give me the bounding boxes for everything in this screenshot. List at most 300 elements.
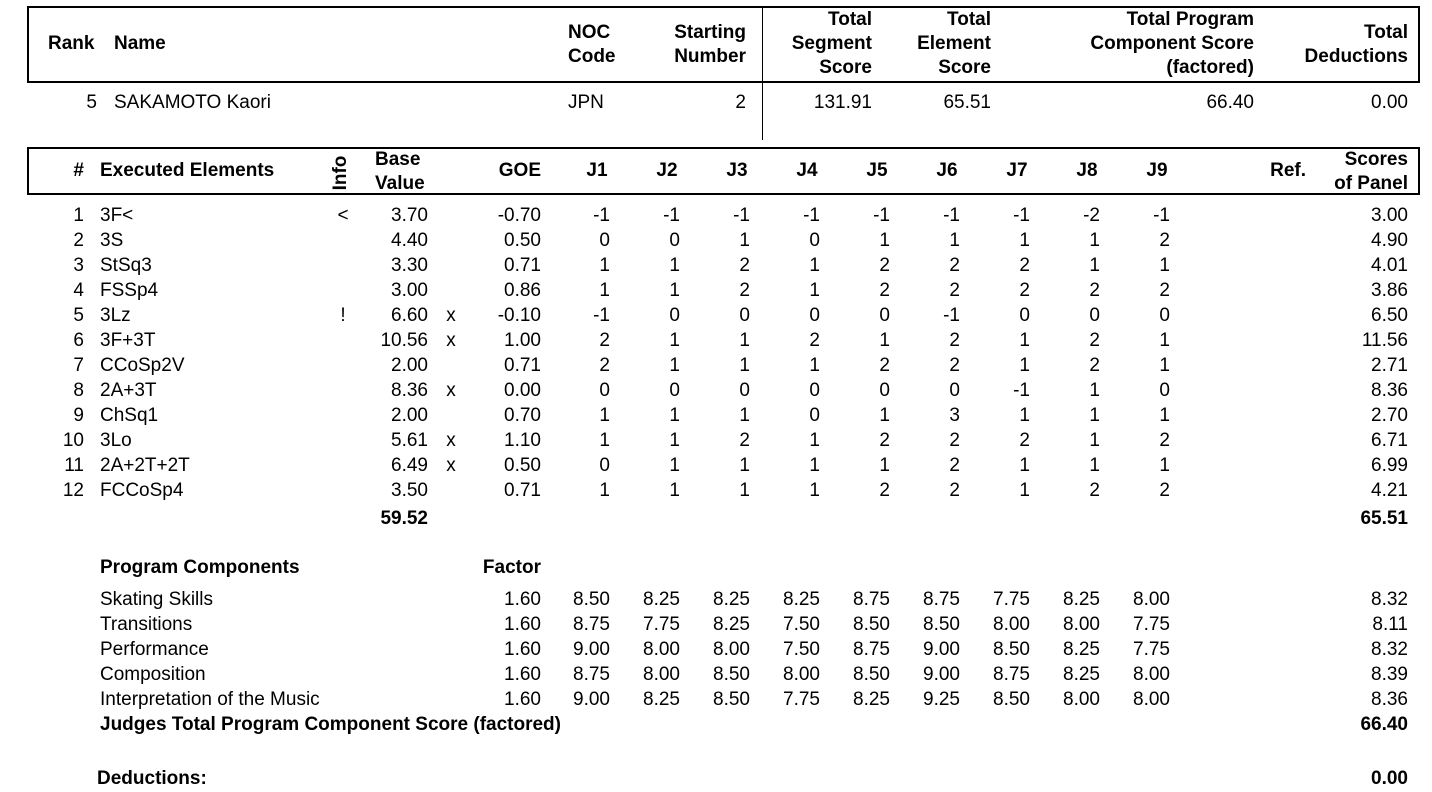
element-goe: 0.50: [504, 455, 541, 476]
component-judge-7: 8.75: [993, 664, 1030, 685]
element-judge-8: 1: [1089, 230, 1100, 251]
element-judge-4: 0: [809, 405, 820, 426]
pcs-header-line2: Component Score: [1090, 33, 1254, 54]
total-element-score-header: [890, 8, 991, 80]
component-judge-8: 8.00: [1063, 689, 1100, 710]
total-segment-score-header: [770, 8, 872, 80]
element-judge-1: 0: [599, 455, 610, 476]
element-judge-8: 1: [1089, 430, 1100, 451]
total-program-component-score-header: [1040, 8, 1254, 80]
judge-header-7: J7: [1006, 160, 1028, 181]
component-judge-2: 8.00: [643, 664, 680, 685]
component-judge-8: 8.25: [1063, 664, 1100, 685]
element-judge-9: 0: [1159, 380, 1170, 401]
element-judge-6: 2: [949, 455, 960, 476]
component-judge-3: 8.25: [713, 614, 750, 635]
element-panel-score: 2.70: [1371, 405, 1408, 426]
component-name: Skating Skills: [100, 589, 213, 610]
component-judge-4: 7.50: [783, 614, 820, 635]
element-judge-4: 1: [809, 480, 820, 501]
component-judge-6: 9.00: [923, 639, 960, 660]
component-judge-2: 8.25: [643, 589, 680, 610]
element-judge-6: -1: [943, 205, 960, 226]
element-base-value: 2.00: [391, 405, 428, 426]
element-name: FCCoSp4: [100, 480, 184, 501]
element-judge-9: 1: [1159, 455, 1170, 476]
element-judge-2: 1: [669, 355, 680, 376]
element-judge-8: 1: [1089, 380, 1100, 401]
element-number-header: #: [73, 160, 84, 181]
noc-header-line2: Code: [568, 46, 616, 67]
skater-total-deductions: 0.00: [1371, 92, 1408, 113]
element-judge-6: 2: [949, 330, 960, 351]
element-base-value: 4.40: [391, 230, 428, 251]
element-number: 10: [62, 430, 84, 451]
header-divider: [762, 6, 763, 140]
element-late-marker: x: [446, 330, 456, 351]
element-judge-5: 2: [879, 430, 890, 451]
element-goe: 0.70: [504, 405, 541, 426]
element-judge-1: 2: [599, 355, 610, 376]
component-judge-9: 8.00: [1133, 589, 1170, 610]
element-judge-7: 1: [1019, 480, 1030, 501]
element-judge-8: 0: [1089, 305, 1100, 326]
component-judge-6: 9.00: [923, 664, 960, 685]
element-base-value: 3.30: [391, 255, 428, 276]
element-judge-6: 2: [949, 280, 960, 301]
element-judge-1: -1: [593, 305, 610, 326]
element-judge-2: 1: [669, 330, 680, 351]
element-judge-1: 1: [599, 280, 610, 301]
element-name: ChSq1: [100, 405, 159, 426]
skater-noc: JPN: [568, 92, 604, 113]
element-judge-2: 1: [669, 255, 680, 276]
element-judge-7: 0: [1019, 305, 1030, 326]
element-base-value: 6.60: [391, 305, 428, 326]
element-judge-9: 2: [1159, 230, 1170, 251]
element-row: [0, 428, 1432, 453]
element-judge-5: 2: [879, 355, 890, 376]
components-total-value: 66.40: [1360, 714, 1408, 735]
element-judge-4: 0: [809, 305, 820, 326]
element-base-value: 3.50: [391, 480, 428, 501]
judge-header-9: J9: [1146, 160, 1168, 181]
component-judge-7: 8.00: [993, 614, 1030, 635]
component-factor: 1.60: [504, 614, 541, 635]
tes-header-line3: Score: [938, 57, 991, 78]
component-factor: 1.60: [504, 639, 541, 660]
starting-number-header-line1: Starting: [674, 22, 746, 43]
element-name: FSSp4: [100, 280, 159, 301]
component-judge-2: 7.75: [643, 614, 680, 635]
element-judge-5: 1: [879, 405, 890, 426]
base-value-header-line1: Base: [375, 149, 421, 170]
element-judge-9: 1: [1159, 330, 1170, 351]
component-judge-1: 8.75: [573, 614, 610, 635]
element-judge-3: 1: [739, 480, 750, 501]
element-panel-score: 4.90: [1371, 230, 1408, 251]
skater-starting-number: 2: [735, 92, 746, 113]
component-judge-5: 8.50: [853, 664, 890, 685]
component-judge-3: 8.50: [713, 689, 750, 710]
element-judge-6: 1: [949, 230, 960, 251]
component-name: Interpretation of the Music: [100, 689, 320, 710]
element-number: 6: [73, 330, 84, 351]
element-name: 2A+3T: [100, 380, 157, 401]
element-judge-8: 2: [1089, 355, 1100, 376]
skater-total-pcs: 66.40: [1206, 92, 1254, 113]
component-judge-9: 8.00: [1133, 664, 1170, 685]
ref-header: Ref.: [1270, 160, 1306, 181]
element-judge-8: -2: [1083, 205, 1100, 226]
element-goe: -0.10: [497, 305, 541, 326]
element-name: 3F+3T: [100, 330, 156, 351]
base-value-header-line2: Value: [375, 173, 425, 194]
deductions-value: 0.00: [1371, 768, 1408, 789]
component-judge-9: 7.75: [1133, 614, 1170, 635]
element-judge-6: 2: [949, 355, 960, 376]
element-judge-2: -1: [663, 205, 680, 226]
element-late-marker: x: [446, 430, 456, 451]
ded-header-line1: Total: [1364, 22, 1408, 43]
component-judge-3: 8.00: [713, 639, 750, 660]
element-judge-4: -1: [803, 205, 820, 226]
component-name: Composition: [100, 664, 206, 685]
element-judge-8: 1: [1089, 405, 1100, 426]
component-row: [0, 687, 1432, 712]
tes-header-line2: Element: [917, 33, 991, 54]
element-judge-1: 1: [599, 255, 610, 276]
element-goe: -0.70: [497, 205, 541, 226]
skater-total-element-score: 65.51: [943, 92, 991, 113]
element-base-value: 8.36: [391, 380, 428, 401]
element-judge-8: 2: [1089, 480, 1100, 501]
component-judge-7: 8.50: [993, 639, 1030, 660]
element-name: 3F<: [100, 205, 134, 226]
element-panel-score: 2.71: [1371, 355, 1408, 376]
element-judge-7: 1: [1019, 405, 1030, 426]
element-name: 3S: [100, 230, 124, 251]
component-factor: 1.60: [504, 689, 541, 710]
element-judge-9: 1: [1159, 355, 1170, 376]
component-judge-8: 8.00: [1063, 614, 1100, 635]
element-goe: 0.86: [504, 280, 541, 301]
component-judge-1: 9.00: [573, 639, 610, 660]
judge-header-4: J4: [796, 160, 818, 181]
component-judge-7: 8.50: [993, 689, 1030, 710]
component-judge-6: 8.75: [923, 589, 960, 610]
component-row: [0, 637, 1432, 662]
element-row: [0, 453, 1432, 478]
element-judge-8: 1: [1089, 455, 1100, 476]
element-name: CCoSp2V: [100, 355, 185, 376]
judge-header-6: J6: [936, 160, 958, 181]
element-panel-score: 6.71: [1371, 430, 1408, 451]
component-panel-score: 8.11: [1372, 614, 1408, 635]
judge-header-5: J5: [866, 160, 888, 181]
component-judge-3: 8.50: [713, 664, 750, 685]
element-number: 3: [73, 255, 84, 276]
element-judge-5: 1: [879, 230, 890, 251]
element-judge-1: -1: [593, 205, 610, 226]
element-panel-score: 8.36: [1371, 380, 1408, 401]
element-judge-7: 1: [1019, 355, 1030, 376]
component-judge-4: 7.50: [783, 639, 820, 660]
element-judge-9: 2: [1159, 280, 1170, 301]
component-factor: 1.60: [504, 664, 541, 685]
component-judge-9: 8.00: [1133, 689, 1170, 710]
element-base-value: 3.00: [391, 280, 428, 301]
element-judge-7: -1: [1013, 380, 1030, 401]
element-judge-1: 0: [599, 230, 610, 251]
element-judge-6: -1: [943, 305, 960, 326]
component-judge-4: 8.25: [783, 589, 820, 610]
element-base-value: 3.70: [391, 205, 428, 226]
element-judge-5: 2: [879, 480, 890, 501]
element-late-marker: x: [446, 305, 456, 326]
element-judge-5: -1: [873, 205, 890, 226]
element-judge-8: 2: [1089, 280, 1100, 301]
element-judge-7: 1: [1019, 330, 1030, 351]
component-judge-2: 8.00: [643, 639, 680, 660]
element-goe: 0.71: [504, 480, 541, 501]
element-judge-2: 1: [669, 455, 680, 476]
component-judge-8: 8.25: [1063, 589, 1100, 610]
element-judge-5: 1: [879, 330, 890, 351]
pcs-header-line3: (factored): [1166, 57, 1254, 78]
element-panel-score: 4.01: [1371, 255, 1408, 276]
element-judge-3: 1: [739, 405, 750, 426]
ded-header-line2: Deductions: [1304, 46, 1408, 67]
pcs-header-line1: Total Program: [1126, 9, 1254, 30]
element-judge-1: 1: [599, 430, 610, 451]
element-judge-2: 0: [669, 380, 680, 401]
elements-panel-total: 65.51: [1360, 508, 1408, 529]
element-number: 7: [73, 355, 84, 376]
element-name: 3Lo: [100, 430, 132, 451]
component-judge-4: 8.00: [783, 664, 820, 685]
component-judge-6: 9.25: [923, 689, 960, 710]
total-deductions-header: [1270, 21, 1408, 69]
element-judge-7: 2: [1019, 255, 1030, 276]
element-row: [0, 303, 1432, 328]
element-judge-9: 0: [1159, 305, 1170, 326]
element-number: 1: [73, 205, 84, 226]
element-late-marker: x: [446, 455, 456, 476]
element-number: 4: [73, 280, 84, 301]
program-components-title: Program Components: [100, 557, 300, 578]
element-judge-3: 2: [739, 255, 750, 276]
element-goe: 0.71: [504, 355, 541, 376]
executed-elements-header: Executed Elements: [100, 160, 275, 181]
element-name: 3Lz: [100, 305, 131, 326]
elements-base-total: 59.52: [380, 508, 428, 529]
component-panel-score: 8.36: [1371, 689, 1408, 710]
element-judge-5: 1: [879, 455, 890, 476]
component-judge-3: 8.25: [713, 589, 750, 610]
noc-header-line1: NOC: [568, 22, 611, 43]
component-judge-2: 8.25: [643, 689, 680, 710]
element-judge-1: 1: [599, 480, 610, 501]
element-judge-9: -1: [1153, 205, 1170, 226]
element-row: [0, 353, 1432, 378]
element-judge-4: 0: [809, 230, 820, 251]
element-judge-5: 0: [879, 305, 890, 326]
element-info: !: [340, 305, 346, 326]
starting-number-header-line2: Number: [674, 46, 746, 67]
element-judge-7: -1: [1013, 205, 1030, 226]
element-name: 2A+2T+2T: [100, 455, 190, 476]
element-row: [0, 253, 1432, 278]
element-judge-2: 1: [669, 405, 680, 426]
element-panel-score: 11.56: [1361, 330, 1408, 351]
scores-of-panel-header-line1: Scores: [1344, 149, 1408, 170]
element-judge-6: 2: [949, 430, 960, 451]
element-judge-4: 1: [809, 255, 820, 276]
component-panel-score: 8.39: [1371, 664, 1408, 685]
element-judge-7: 1: [1019, 230, 1030, 251]
element-base-value: 6.49: [391, 455, 428, 476]
skater-rank: 5: [86, 92, 97, 113]
element-judge-2: 1: [669, 280, 680, 301]
component-judge-8: 8.25: [1063, 639, 1100, 660]
element-base-value: 10.56: [380, 330, 428, 351]
element-row: [0, 378, 1432, 403]
element-name: StSq3: [100, 255, 152, 276]
tss-header-line2: Segment: [791, 33, 872, 54]
element-row: [0, 228, 1432, 253]
element-judge-3: 2: [739, 280, 750, 301]
element-judge-3: 0: [739, 305, 750, 326]
element-judge-1: 2: [599, 330, 610, 351]
judge-header-3: J3: [726, 160, 748, 181]
component-judge-6: 8.50: [923, 614, 960, 635]
tss-header-line1: Total: [828, 9, 872, 30]
element-judge-3: 0: [739, 380, 750, 401]
component-judge-5: 8.50: [853, 614, 890, 635]
component-judge-5: 8.25: [853, 689, 890, 710]
element-judge-3: 1: [739, 355, 750, 376]
element-judge-6: 3: [949, 405, 960, 426]
element-base-value: 5.61: [391, 430, 428, 451]
element-number: 5: [73, 305, 84, 326]
element-row: [0, 403, 1432, 428]
base-value-header: [375, 148, 425, 196]
element-judge-3: 1: [739, 330, 750, 351]
element-judge-4: 1: [809, 355, 820, 376]
component-name: Transitions: [100, 614, 193, 635]
element-judge-6: 2: [949, 255, 960, 276]
component-row: [0, 587, 1432, 612]
element-goe: 1.10: [504, 430, 541, 451]
element-judge-3: 2: [739, 430, 750, 451]
component-judge-5: 8.75: [853, 589, 890, 610]
tss-header-line3: Score: [819, 57, 872, 78]
factor-header: Factor: [482, 557, 541, 578]
component-panel-score: 8.32: [1371, 639, 1408, 660]
element-judge-9: 1: [1159, 405, 1170, 426]
component-row: [0, 662, 1432, 687]
component-judge-4: 7.75: [783, 689, 820, 710]
element-info: <: [337, 205, 349, 226]
skater-total-segment-score: 131.91: [813, 92, 872, 113]
element-judge-2: 1: [669, 480, 680, 501]
component-judge-1: 8.50: [573, 589, 610, 610]
element-judge-2: 0: [669, 305, 680, 326]
element-judge-2: 1: [669, 430, 680, 451]
element-judge-9: 2: [1159, 480, 1170, 501]
scores-of-panel-header: [1300, 148, 1408, 196]
element-judge-2: 0: [669, 230, 680, 251]
element-judge-3: -1: [733, 205, 750, 226]
element-row: [0, 278, 1432, 303]
element-panel-score: 6.50: [1371, 305, 1408, 326]
element-judge-9: 1: [1159, 255, 1170, 276]
element-panel-score: 3.86: [1371, 280, 1408, 301]
element-judge-5: 2: [879, 280, 890, 301]
element-judge-4: 1: [809, 280, 820, 301]
name-header: Name: [114, 33, 166, 54]
element-judge-3: 1: [739, 230, 750, 251]
component-judge-5: 8.75: [853, 639, 890, 660]
element-row: [0, 478, 1432, 503]
starting-number-header: [650, 21, 746, 69]
element-judge-7: 2: [1019, 430, 1030, 451]
element-number: 8: [73, 380, 84, 401]
element-row: [0, 203, 1432, 228]
component-judge-1: 8.75: [573, 664, 610, 685]
component-judge-7: 7.75: [993, 589, 1030, 610]
components-total-label: Judges Total Program Component Score (factored): [100, 714, 561, 735]
judge-header-2: J2: [656, 160, 678, 181]
element-judge-9: 2: [1159, 430, 1170, 451]
element-panel-score: 4.21: [1371, 480, 1408, 501]
element-judge-4: 2: [809, 330, 820, 351]
element-judge-5: 2: [879, 255, 890, 276]
element-judge-4: 1: [809, 430, 820, 451]
element-judge-1: 1: [599, 405, 610, 426]
component-row: [0, 612, 1432, 637]
judge-header-8: J8: [1076, 160, 1098, 181]
element-panel-score: 6.99: [1371, 455, 1408, 476]
element-panel-score: 3.00: [1371, 205, 1408, 226]
component-name: Performance: [100, 639, 209, 660]
element-judge-7: 1: [1019, 455, 1030, 476]
element-judge-6: 2: [949, 480, 960, 501]
element-judge-4: 0: [809, 380, 820, 401]
deductions-label: Deductions:: [97, 768, 207, 789]
element-goe: 1.00: [504, 330, 541, 351]
element-judge-7: 2: [1019, 280, 1030, 301]
judge-header-1: J1: [586, 160, 608, 181]
element-row: [0, 328, 1432, 353]
element-late-marker: x: [446, 380, 456, 401]
component-judge-9: 7.75: [1133, 639, 1170, 660]
rank-header: Rank: [48, 33, 95, 54]
tes-header-line1: Total: [947, 9, 991, 30]
element-number: 2: [73, 230, 84, 251]
component-factor: 1.60: [504, 589, 541, 610]
element-base-value: 2.00: [391, 355, 428, 376]
element-judge-8: 1: [1089, 255, 1100, 276]
element-number: 9: [73, 405, 84, 426]
goe-header: GOE: [498, 160, 541, 181]
element-judge-8: 2: [1089, 330, 1100, 351]
element-number: 11: [64, 455, 84, 476]
element-judge-5: 0: [879, 380, 890, 401]
component-panel-score: 8.32: [1371, 589, 1408, 610]
element-goe: 0.00: [504, 380, 541, 401]
